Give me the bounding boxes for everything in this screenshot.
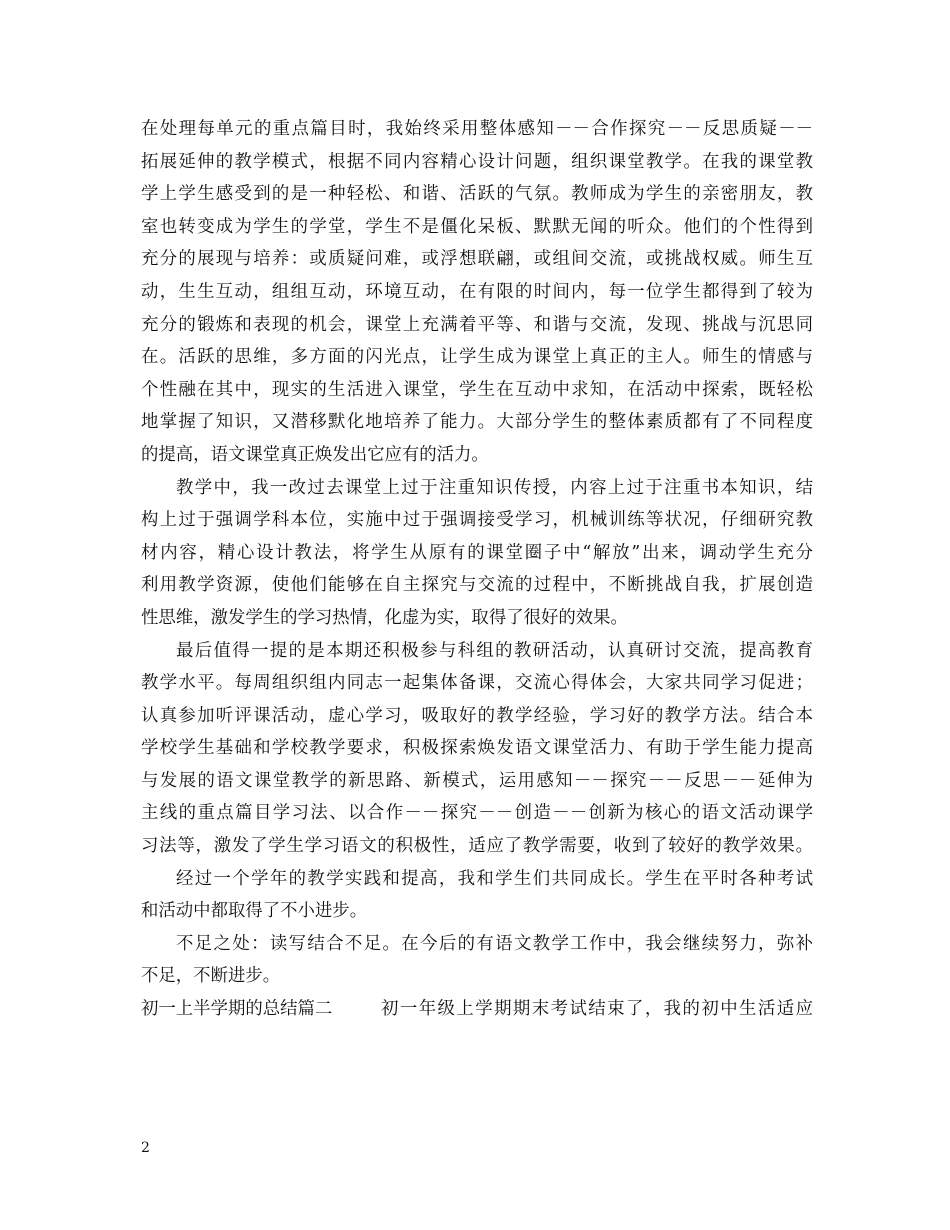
text-line: 充分的展现与培养：或质疑问难，或浮想联翩，或组间交流，或挑战权威。师生互 [141, 249, 813, 270]
text-line: 不足，不断进步。 [141, 966, 281, 987]
text-line: 在。活跃的思维，多方面的闪光点，让学生成为课堂上真正的主人。师生的情感与 [141, 347, 813, 368]
text-line: 室也转变成为学生的学堂，学生不是僵化呆板、默默无闻的听众。他们的个性得到 [141, 216, 813, 237]
text-line: 与发展的语文课堂教学的新思路、新模式，运用感知－－探究－－反思－－延伸为 [141, 770, 813, 791]
text-line: 学校学生基础和学校教学要求，积极探索焕发语文课堂活力、有助于学生能力提高 [141, 738, 813, 759]
text-line: 的提高，语文课堂真正焕发出它应有的活力。 [141, 444, 489, 465]
document-body [141, 113, 813, 1026]
text-line: 主线的重点篇目学习法、以合作－－探究－－创造－－创新为核心的语文活动课学 [141, 803, 813, 824]
section-heading-title: 初一上半学期的总结篇二 [141, 999, 333, 1020]
text-line: 材内容，精心设计教法，将学生从原有的课堂圈子中“解放”出来，调动学生充分 [141, 542, 813, 563]
section-heading [141, 993, 813, 1026]
text-line: 动，生生互动，组组互动，环境互动，在有限的时间内，每一位学生都得到了较为 [141, 281, 813, 302]
text-line: 认真参加听评课活动，虚心学习，吸取好的教学经验，学习好的教学方法。结合本 [141, 705, 813, 726]
text-line: 地掌握了知识，又潜移默化地培养了能力。大部分学生的整体素质都有了不同程度 [141, 412, 813, 433]
text-line: 经过一个学年的教学实践和提高，我和学生们共同成长。学生在平时各种考试 [176, 868, 813, 889]
text-line: 教学水平。每周组织组内同志一起集体备课，交流心得体会，大家共同学习促进； [141, 673, 813, 694]
section-heading-continuation: 初一年级上学期期末考试结束了，我的初中生活适应 [381, 999, 813, 1020]
text-line: 性思维，激发学生的学习热情，化虚为实，取得了很好的效果。 [141, 607, 628, 628]
text-line: 充分的锻炼和表现的机会，课堂上充满着平等、和谐与交流，发现、挑战与沉思同 [141, 314, 813, 335]
text-line: 不足之处：读写结合不足。在今后的有语文教学工作中，我会继续努力，弥补 [176, 933, 813, 954]
page-number: 2 [141, 1140, 150, 1156]
text-line: 构上过于强调学科本位，实施中过于强调接受学习，机械训练等状况，仔细研究教 [141, 510, 813, 531]
text-line: 个性融在其中，现实的生活进入课堂，学生在互动中求知，在活动中探索，既轻松 [141, 379, 813, 400]
text-line: 教学中，我一改过去课堂上过于注重知识传授，内容上过于注重书本知识，结 [176, 477, 813, 498]
text-line: 在处理每单元的重点篇目时，我始终采用整体感知－－合作探究－－反思质疑－－ [141, 119, 813, 139]
text-line: 利用教学资源，使他们能够在自主探究与交流的过程中，不断挑战自我，扩展创造 [141, 575, 813, 596]
text-line: 拓展延伸的教学模式，根据不同内容精心设计问题，组织课堂教学。在我的课堂教 [141, 151, 813, 172]
text-line: 学上学生感受到的是一种轻松、和谐、活跃的气氛。教师成为学生的亲密朋友，教 [141, 184, 813, 205]
text-line: 习法等，激发了学生学习语文的积极性，适应了教学需要，收到了较好的教学效果。 [141, 836, 813, 857]
text-line: 最后值得一提的是本期还积极参与科组的教研活动，认真研讨交流，提高教育 [176, 640, 813, 661]
text-line: 和活动中都取得了不小进步。 [141, 901, 368, 922]
